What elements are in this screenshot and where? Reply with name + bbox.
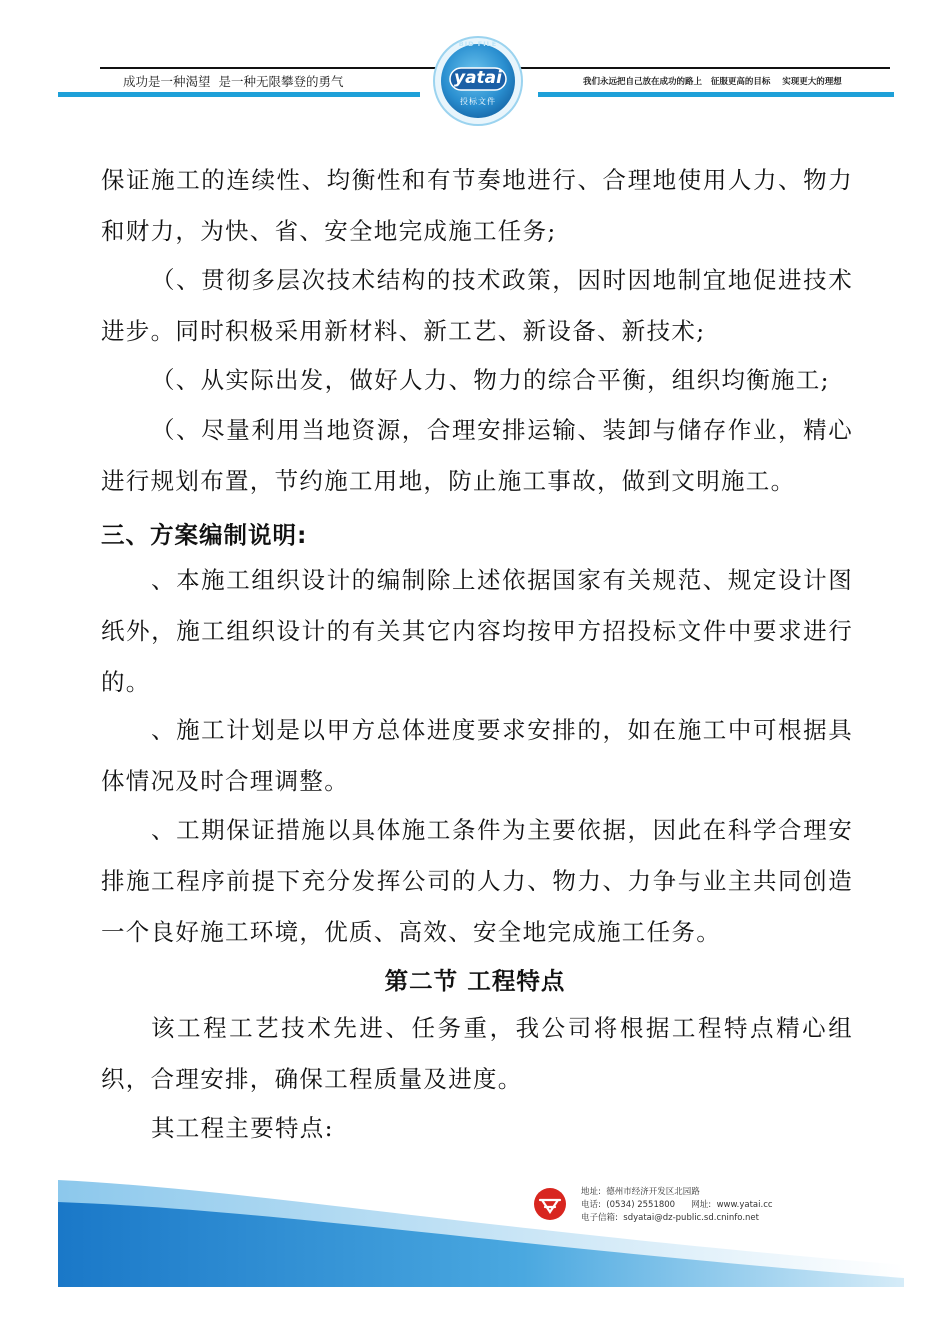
footer-contact-info: [581, 1186, 773, 1225]
paragraph: 该工程工艺技术先进、任务重，我公司将根据工程特点精心组织，合理安排，确保工程质量及进度。: [101, 1014, 853, 1093]
header-blue-bar-left: [58, 92, 420, 97]
paragraph: （、从实际出发，做好人力、物力的综合平衡，组织均衡施工;: [151, 366, 830, 394]
paragraph: 、施工计划是以甲方总体进度要求安排的，如在施工中可根据具体情况及时合理调整。: [101, 716, 853, 795]
paragraph: 保证施工的连续性、均衡性和有节奏地进行、合理地使用人力、物力和财力，为快、省、安全地完成施工任务;: [101, 166, 853, 245]
header-left-slogan: 成功是一种渴望 是一种无限攀登的勇气: [123, 74, 344, 89]
section-heading: 三、方案编制说明:: [101, 521, 308, 549]
header-right-slogan: 我们永远把自己放在成功的路上 征服更高的目标 实现更大的理想: [583, 77, 842, 87]
footer-address: 地址: 德州市经济开发区北园路: [581, 1187, 700, 1197]
paragraph: 其工程主要特点:: [151, 1114, 334, 1142]
company-seal-icon: [533, 1187, 567, 1221]
section-heading-centered: 第二节 工程特点: [384, 967, 566, 995]
footer-phone: 电话: (0534) 2551800 网址: www.yatai.cc: [581, 1200, 773, 1210]
header-blue-bar-right: [538, 92, 894, 97]
paragraph: （、尽量利用当地资源，合理安排运输、装卸与储存作业，精心进行规划布置，节约施工用地，防止施工事故，做到文明施工。: [101, 416, 853, 495]
paragraph: 、工期保证措施以具体施工条件为主要依据，因此在科学合理安排施工程序前提下充分发挥公司的人力、物力、力争与业主共同创造一个良好施工环境，优质、高效、安全地完成施工任务。: [101, 816, 853, 946]
footer-email: 电子信箱: sdyatai@dz-public.sd.cninfo.net: [581, 1213, 759, 1223]
logo-arc-text: BID FILE: [458, 40, 498, 48]
logo-subtitle: 投标文件: [460, 97, 496, 106]
footer-wave-decoration: [58, 1170, 904, 1287]
paragraph: （、贯彻多层次技术结构的技术政策，因时因地制宜地促进技术进步。同时积极采用新材料、新工艺、新设备、新技术;: [101, 266, 853, 345]
logo-wordmark: yatai: [454, 68, 502, 88]
paragraph: 、本施工组织设计的编制除上述依据国家有关规范、规定设计图纸外，施工组织设计的有关其它内容均按甲方招投标文件中要求进行的。: [101, 566, 853, 696]
